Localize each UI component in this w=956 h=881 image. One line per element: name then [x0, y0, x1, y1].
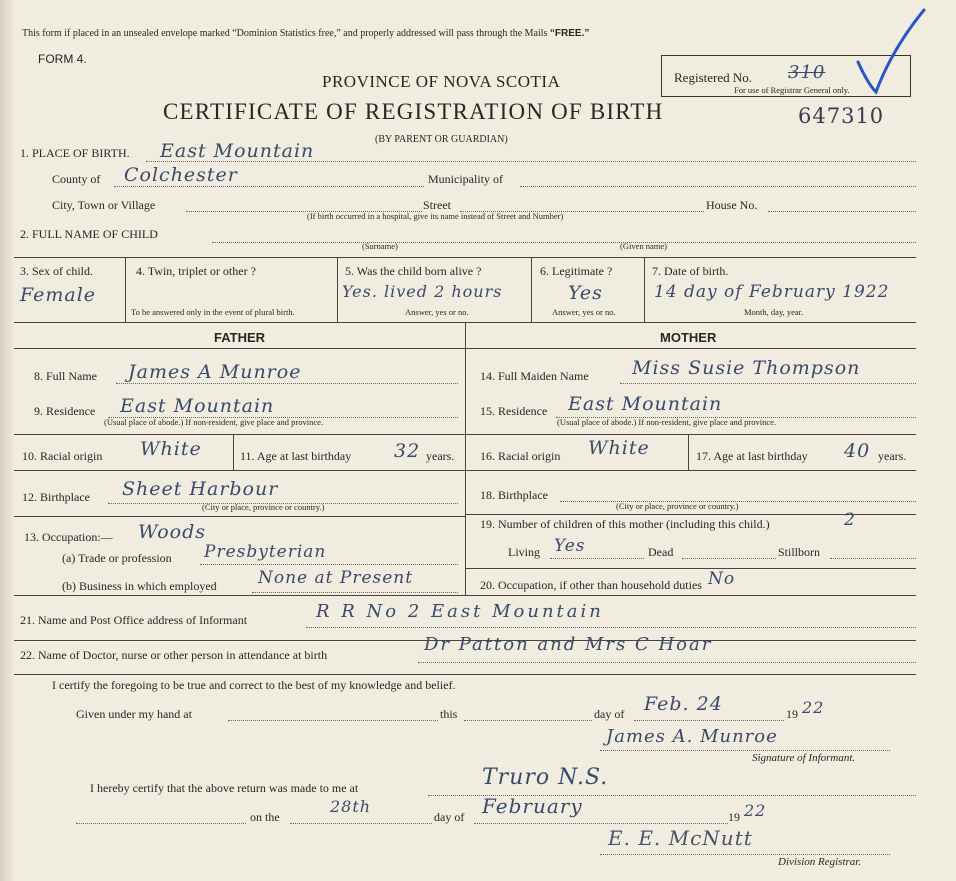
county-line — [114, 186, 424, 187]
dead-label: Dead — [648, 545, 674, 559]
day-of-line-2 — [474, 823, 728, 824]
mother-racial-divider — [688, 434, 689, 470]
father-birthplace-label: 12. Birthplace — [22, 490, 90, 504]
business-value: None at Present — [258, 568, 414, 588]
mother-rule-4 — [465, 568, 916, 569]
children-count-value: 2 — [844, 510, 856, 530]
mother-age-label: 17. Age at last birthday — [696, 449, 808, 463]
house-line — [768, 211, 916, 212]
place-of-birth-label: 1. PLACE OF BIRTH. — [20, 146, 130, 160]
document-subtitle: (BY PARENT OR GUARDIAN) — [375, 134, 508, 145]
registered-value: 310 — [788, 62, 826, 83]
doctor-bottom-border — [14, 674, 916, 675]
children-count-label: 19. Number of children of this mother (including this child.) — [480, 517, 770, 531]
this-line — [464, 720, 592, 721]
trade-label: (a) Trade or profession — [62, 551, 172, 565]
father-rule-1 — [14, 434, 465, 435]
father-residence-note: (Usual place of abode.) If non-resident, give place and province. — [104, 417, 324, 427]
father-racial-value: White — [140, 438, 202, 460]
registrar-signature-line — [600, 854, 890, 855]
doctor-line — [418, 662, 916, 663]
twin-note: To be answered only in the event of plural birth. — [131, 307, 295, 317]
day-of-label: day of — [594, 707, 625, 721]
living-label: Living — [508, 545, 540, 559]
informant-signature-label: Signature of Informant. — [752, 752, 856, 764]
year-value-2: 22 — [744, 801, 767, 820]
year-prefix: 19 — [786, 707, 798, 721]
municipality-line — [520, 186, 916, 187]
divider-1 — [125, 257, 126, 322]
day-of-value-2: February — [482, 794, 583, 818]
street-label: Street — [423, 198, 451, 212]
father-name-value: James A Munroe — [128, 361, 302, 383]
on-the-label: on the — [250, 810, 280, 824]
given-place-line — [228, 720, 438, 721]
father-name-label: 8. Full Name — [34, 369, 97, 383]
stamp-number: 647310 — [798, 104, 885, 128]
mother-residence-value: East Mountain — [568, 393, 723, 415]
father-birthplace-value: Sheet Harbour — [122, 478, 279, 500]
sex-value: Female — [20, 284, 97, 306]
postal-notice — [22, 28, 589, 39]
legitimate-value: Yes — [568, 282, 603, 304]
registrar-label: Division Registrar. — [778, 856, 862, 868]
alive-label: 5. Was the child born alive ? — [345, 264, 482, 278]
house-label: House No. — [706, 198, 758, 212]
mother-occupation-value: No — [708, 569, 736, 589]
father-age-value: 32 — [394, 440, 421, 462]
return-label: I hereby certify that the above return was made to me at — [90, 781, 359, 795]
row3-top-border — [14, 257, 916, 258]
registered-label: Registered No. — [674, 70, 752, 85]
registrar-use-note: For use of Registrar General only. — [734, 85, 850, 95]
alive-note: Answer, yes or no. — [405, 307, 469, 317]
living-value: Yes — [554, 536, 586, 556]
mother-rule-2 — [465, 470, 916, 471]
trade-line — [200, 564, 458, 565]
doctor-label: 22. Name of Doctor, nurse or other person in attendance at birth — [20, 648, 328, 662]
mother-occupation-label: 20. Occupation, if other than household duties — [480, 578, 702, 592]
mother-rule-1 — [465, 434, 916, 435]
county-value: Colchester — [124, 164, 238, 186]
province-heading: PROVINCE OF NOVA SCOTIA — [322, 72, 561, 91]
hospital-note: (If birth occurred in a hospital, give its name instead of Street and Number) — [307, 211, 564, 221]
mother-heading: MOTHER — [660, 330, 717, 345]
given-name-note: (Given name) — [620, 241, 667, 251]
registrar-signature: E. E. McNutt — [608, 826, 753, 850]
father-years-label: years. — [426, 449, 455, 463]
father-age-label: 11. Age at last birthday — [240, 449, 352, 463]
stillborn-label: Stillborn — [778, 545, 821, 559]
informant-label: 21. Name and Post Office address of Informant — [20, 613, 248, 627]
father-name-line — [116, 383, 458, 384]
paper-edge — [0, 0, 14, 881]
day-of-line — [634, 720, 784, 721]
living-line — [550, 558, 644, 559]
father-racial-label: 10. Racial origin — [22, 449, 103, 463]
dead-line — [682, 558, 776, 559]
mother-racial-value: White — [588, 437, 650, 459]
father-heading: FATHER — [214, 330, 266, 345]
mother-name-line — [620, 383, 916, 384]
legitimate-note: Answer, yes or no. — [552, 307, 616, 317]
mother-birthplace-label: 18. Birthplace — [480, 488, 548, 502]
father-residence-label: 9. Residence — [34, 404, 96, 418]
day-of-label-2: day of — [434, 810, 465, 824]
check-mark-icon — [820, 4, 930, 104]
alive-value: Yes. lived 2 hours — [342, 282, 503, 301]
informant-signature: James A. Munroe — [606, 726, 778, 747]
parents-bottom-border — [14, 595, 916, 596]
father-occupation-value: Woods — [138, 521, 207, 543]
document-title: CERTIFICATE OF REGISTRATION OF BIRTH — [163, 99, 664, 124]
business-label: (b) Business in which employed — [62, 579, 217, 593]
twin-label: 4. Twin, triplet or other ? — [136, 264, 256, 278]
municipality-label: Municipality of — [428, 172, 503, 186]
on-the-value: 28th — [330, 797, 372, 816]
postal-notice-text: This form if placed in an unsealed envelope marked “Dominion Statistics free,” and properly addressed will pass through the Mails — [22, 28, 548, 39]
divider-4 — [644, 257, 645, 322]
city-label: City, Town or Village — [52, 198, 156, 212]
mother-birthplace-note: (City or place, province or country.) — [616, 501, 739, 511]
trade-value: Presbyterian — [204, 542, 327, 562]
mother-years-label: years. — [878, 449, 907, 463]
father-birthplace-note: (City or place, province or country.) — [202, 502, 325, 512]
father-residence-value: East Mountain — [120, 395, 275, 417]
father-rule-3 — [14, 516, 465, 517]
sex-label: 3. Sex of child. — [20, 264, 93, 278]
divider-2 — [337, 257, 338, 322]
child-name-label: 2. FULL NAME OF CHILD — [20, 227, 158, 241]
child-name-line — [212, 242, 916, 243]
mother-racial-label: 16. Racial origin — [480, 449, 561, 463]
free-text: “FREE.” — [549, 28, 590, 39]
date-of-birth-value: 14 day of February 1922 — [654, 282, 890, 302]
informant-signature-line — [600, 750, 890, 751]
date-of-birth-label: 7. Date of birth. — [652, 264, 729, 278]
mother-age-value: 40 — [844, 440, 871, 462]
certify-statement: I certify the foregoing to be true and correct to the best of my knowledge and belief. — [52, 678, 456, 692]
mother-name-value: Miss Susie Thompson — [632, 357, 861, 379]
return-value: Truro N.S. — [482, 765, 609, 790]
this-label: this — [440, 707, 458, 721]
doctor-value: Dr Patton and Mrs C Hoar — [424, 634, 713, 655]
day-of-value: Feb. 24 — [644, 693, 723, 715]
surname-note: (Surname) — [362, 241, 398, 251]
given-under-label: Given under my hand at — [76, 707, 192, 721]
divider-3 — [531, 257, 532, 322]
parents-divider — [465, 322, 466, 595]
father-racial-divider — [233, 434, 234, 470]
informant-value: R R No 2 East Mountain — [316, 601, 604, 622]
place-of-birth-value: East Mountain — [160, 140, 315, 162]
legitimate-label: 6. Legitimate ? — [540, 264, 613, 278]
mother-residence-label: 15. Residence — [480, 404, 548, 418]
father-rule-2 — [14, 470, 465, 471]
county-label: County of — [52, 172, 101, 186]
year-prefix-2: 19 — [728, 810, 740, 824]
business-line — [252, 592, 458, 593]
form-number: FORM 4. — [38, 52, 87, 66]
mother-name-label: 14. Full Maiden Name — [480, 369, 589, 383]
mother-residence-note: (Usual place of abode.) If non-resident, give place and province. — [557, 417, 777, 427]
stillborn-line — [830, 558, 916, 559]
informant-line — [306, 627, 916, 628]
year-value: 22 — [802, 698, 825, 717]
date-of-birth-note: Month, day, year. — [744, 307, 804, 317]
father-occupation-label: 13. Occupation:— — [24, 530, 113, 544]
on-the-line — [290, 823, 432, 824]
on-the-lead-line — [76, 823, 246, 824]
